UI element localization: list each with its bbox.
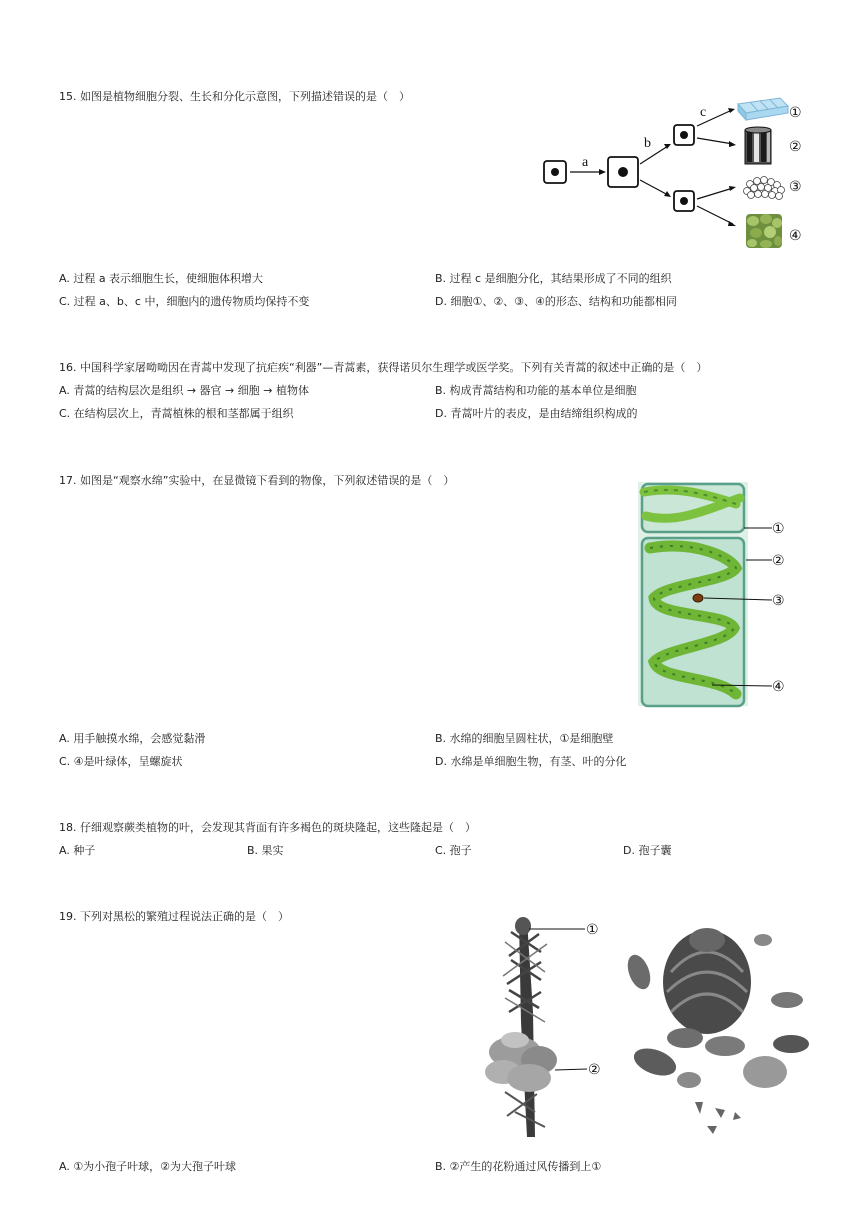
q15-option-a[interactable]: A. 过程 a 表示细胞生长，使细胞体积增大	[59, 272, 264, 285]
q18-stem: 18. 仔细观察蕨类植物的叶，会发现其背面有许多褐色的斑块隆起，这些隆起是（ ）	[59, 821, 476, 834]
q18-option-a[interactable]: A. 种子	[59, 844, 96, 857]
cell-2	[608, 157, 638, 187]
q16-option-b[interactable]: B. 构成青蒿结构和功能的基本单位是细胞	[435, 384, 637, 397]
q17-spirogyra-figure	[636, 480, 816, 710]
label-a: a	[582, 155, 589, 170]
q15-cell-division-figure	[540, 92, 810, 262]
tissue-2-image	[745, 127, 771, 164]
marker-4: ④	[772, 679, 785, 695]
tissue-4-image	[746, 214, 782, 248]
q16-option-d[interactable]: D. 青蒿叶片的表皮，是由结缔组织构成的	[435, 407, 638, 420]
label-b: b	[644, 136, 651, 151]
tissue-1-image	[738, 98, 788, 120]
marker-2: ②	[588, 1062, 601, 1078]
q15-option-b[interactable]: B. 过程 c 是细胞分化，其结果形成了不同的组织	[435, 272, 672, 285]
q16-stem: 16. 中国科学家屠呦呦因在青蒿中发现了抗疟疾“利器”—青蒿素，获得诺贝尔生理学或医学奖。下列有关青蒿的叙述中正确的是（ ）	[59, 361, 708, 374]
q17-option-d[interactable]: D. 水绵是单细胞生物，有茎、叶的分化	[435, 755, 627, 768]
label-c: c	[700, 105, 707, 120]
q17-stem: 17. 如图是“观察水绵”实验中，在显微镜下看到的物像，下列叙述错误的是（ ）	[59, 474, 455, 487]
q18-option-c[interactable]: C. 孢子	[435, 844, 472, 857]
q19-pine-figure	[475, 912, 815, 1147]
q17-option-c[interactable]: C. ④是叶绿体，呈螺旋状	[59, 755, 183, 768]
marker-4: ④	[789, 228, 802, 244]
pine-cone-image	[623, 928, 809, 1134]
q17-option-a[interactable]: A. 用手触摸水绵，会感觉黏滑	[59, 732, 206, 745]
cell-3	[674, 125, 694, 145]
q19-option-a[interactable]: A. ①为小孢子叶球，②为大孢子叶球	[59, 1160, 237, 1173]
marker-2: ②	[789, 139, 802, 155]
pine-branch-image	[485, 917, 557, 1137]
q15-stem: 15. 如图是植物细胞分裂、生长和分化示意图，下列描述错误的是（ ）	[59, 90, 410, 103]
marker-1: ①	[789, 105, 802, 121]
q16-option-a[interactable]: A. 青蒿的结构层次是组织 → 器官 → 细胞 → 植物体	[59, 384, 309, 397]
cell-1	[544, 161, 566, 183]
q19-option-b[interactable]: B. ②产生的花粉通过风传播到上①	[435, 1160, 602, 1173]
marker-1: ①	[586, 922, 599, 938]
marker-2: ②	[772, 553, 785, 569]
q15-option-c[interactable]: C. 过程 a、b、c 中，细胞内的遗传物质均保持不变	[59, 295, 310, 308]
q18-option-b[interactable]: B. 果实	[247, 844, 284, 857]
q16-option-c[interactable]: C. 在结构层次上，青蒿植株的根和茎都属于组织	[59, 407, 294, 420]
marker-1: ①	[772, 521, 785, 537]
q18-option-d[interactable]: D. 孢子囊	[623, 844, 672, 857]
tissue-3-image	[744, 177, 785, 200]
marker-3: ③	[772, 593, 785, 609]
marker-3: ③	[789, 179, 802, 195]
cell-4	[674, 191, 694, 211]
q17-option-b[interactable]: B. 水绵的细胞呈圆柱状，①是细胞壁	[435, 732, 614, 745]
q19-stem: 19. 下列对黑松的繁殖过程说法正确的是（ ）	[59, 910, 289, 923]
q15-option-d[interactable]: D. 细胞①、②、③、④的形态、结构和功能都相同	[435, 295, 677, 308]
